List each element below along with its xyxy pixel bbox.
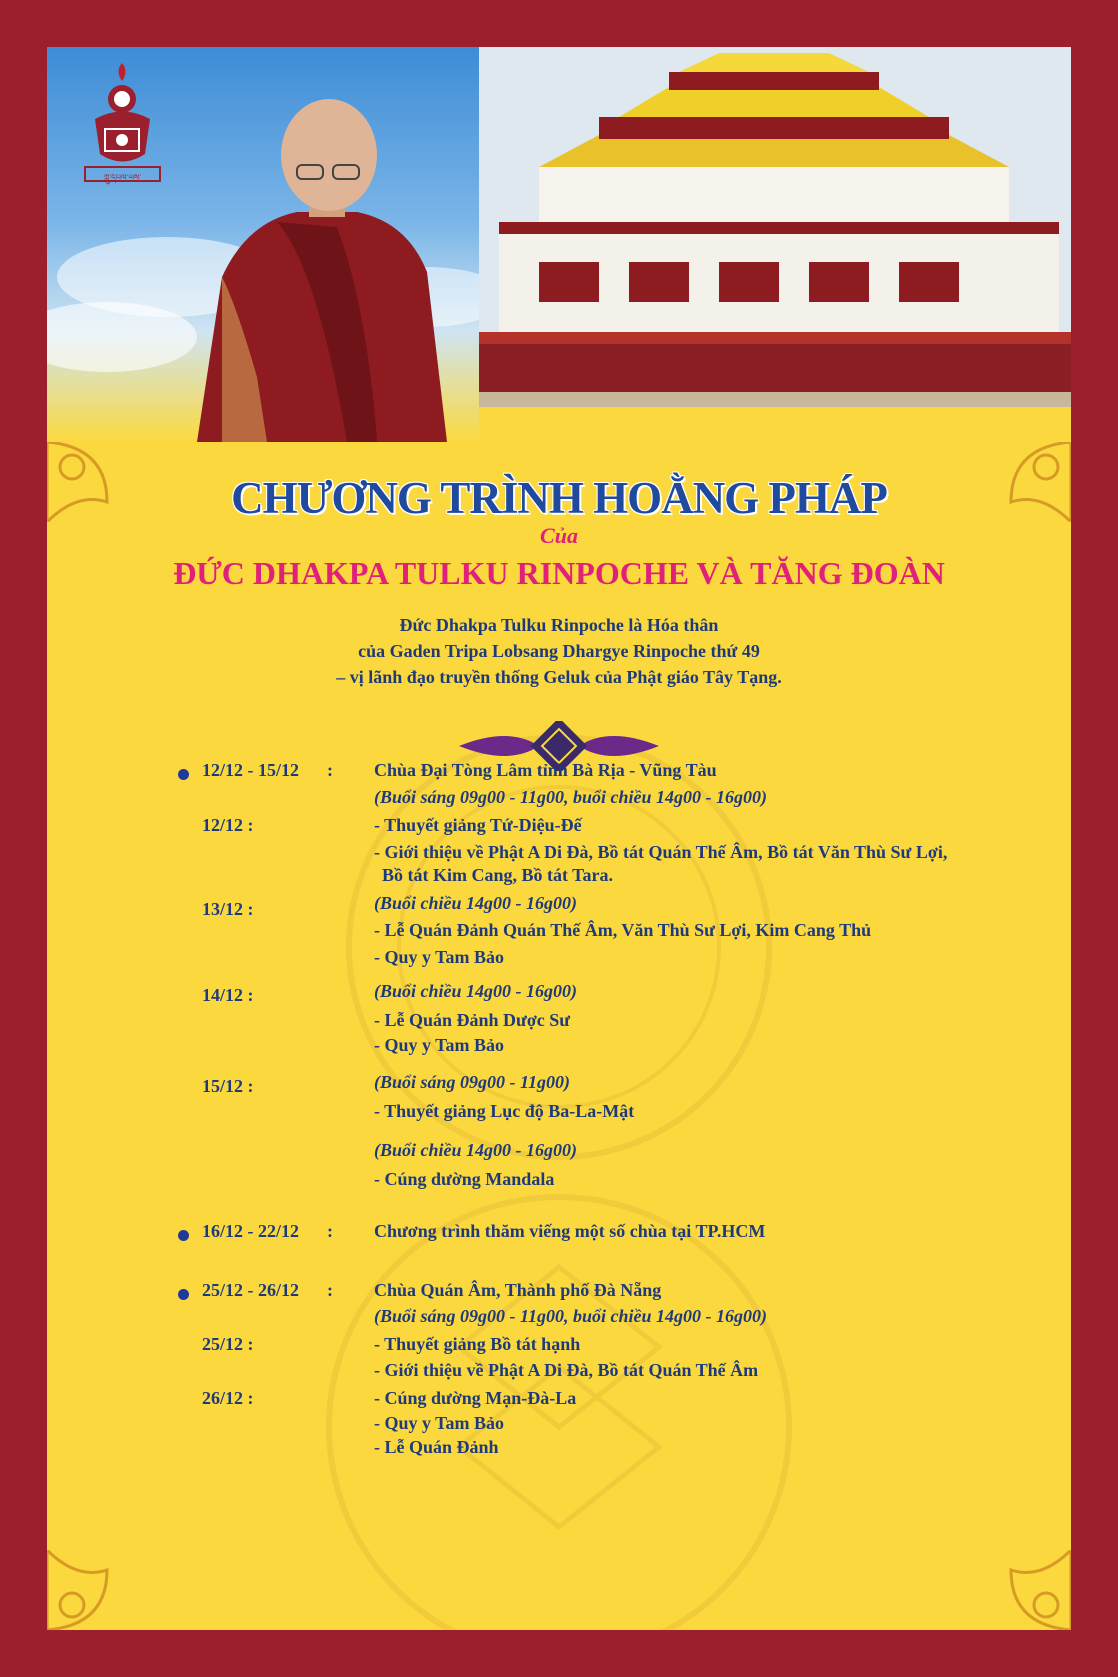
program-item: - Giới thiệu về Phật A Di Đà, Bồ tát Quán Thế Âm, Bồ tát Văn Thù Sư Lợi,	[374, 842, 948, 862]
intro-line: của Gaden Tripa Lobsang Dhargye Rinpoche thứ 49	[358, 641, 760, 661]
program-item: - Thuyết giảng Tứ-Diệu-Đế	[374, 815, 582, 835]
rinpoche-portrait-photo	[47, 47, 479, 442]
of-label: Của	[540, 523, 578, 548]
monastery-group-photo	[479, 47, 1071, 407]
block-colon: :	[327, 1221, 333, 1241]
intro-line: Đức Dhakpa Tulku Rinpoche là Hóa thân	[399, 615, 719, 635]
block-place: Chùa Đại Tòng Lâm tỉnh Bà Rịa - Vũng Tàu	[374, 760, 717, 780]
page-title: CHƯƠNG TRÌNH HOẰNG PHÁP	[231, 473, 887, 523]
block-place: Chùa Quán Âm, Thành phố Đà Nẵng	[374, 1280, 662, 1300]
block-hours: (Buổi sáng 09g00 - 11g00, buổi chiều 14g00 - 16g00)	[374, 1306, 768, 1326]
program-item: - Quy y Tam Bảo	[374, 947, 505, 967]
page-subtitle: ĐỨC DHAKPA TULKU RINPOCHE VÀ TĂNG ĐOÀN	[173, 555, 945, 591]
block-dates: 12/12 - 15/12	[202, 760, 299, 780]
corner-ornament-bottom-right	[991, 1550, 1071, 1630]
poster	[47, 47, 1071, 1630]
program-item: Bồ tát Kim Cang, Bồ tát Tara.	[382, 865, 614, 885]
program-item: - Cúng dường Mandala	[374, 1169, 555, 1189]
schedule-bullet	[178, 1230, 189, 1241]
day-date: 25/12 :	[202, 1334, 254, 1354]
day-hours: (Buổi sáng 09g00 - 11g00)	[374, 1072, 571, 1092]
program-item: - Cúng dường Mạn-Đà-La	[374, 1388, 577, 1408]
monastery-logo	[75, 59, 170, 184]
program-item: - Lễ Quán Đảnh	[374, 1437, 499, 1457]
program-item: - Thuyết giảng Bồ tát hạnh	[374, 1334, 581, 1354]
day-date: 26/12 :	[202, 1388, 254, 1408]
day-date: 12/12 :	[202, 815, 254, 835]
intro-line: – vị lãnh đạo truyền thống Geluk của Phật giáo Tây Tạng.	[336, 667, 782, 687]
day-hours: (Buổi chiều 14g00 - 16g00)	[374, 981, 578, 1001]
block-colon: :	[327, 1280, 333, 1300]
day-date: 13/12 :	[202, 899, 254, 919]
day-date: 15/12 :	[202, 1076, 254, 1096]
day-hours: (Buổi chiều 14g00 - 16g00)	[374, 893, 578, 913]
corner-ornament-bottom-left	[47, 1550, 127, 1630]
day-hours: (Buổi chiều 14g00 - 16g00)	[374, 1140, 578, 1160]
monastery-illustration	[479, 47, 1071, 407]
program-item: - Quy y Tam Bảo	[374, 1413, 505, 1433]
schedule-bullet	[178, 769, 189, 780]
program-item: - Lễ Quán Đảnh Dược Sư	[374, 1010, 571, 1030]
block-hours: (Buổi sáng 09g00 - 11g00, buổi chiều 14g00 - 16g00)	[374, 787, 768, 807]
block-dates: 25/12 - 26/12	[202, 1280, 299, 1300]
program-item: - Giới thiệu về Phật A Di Đà, Bồ tát Quán Thế Âm	[374, 1360, 759, 1380]
program-item: - Lễ Quán Đảnh Quán Thế Âm, Văn Thù Sư Lợi, Kim Cang Thủ	[374, 920, 872, 940]
block-colon: :	[327, 760, 333, 780]
header-photos	[47, 47, 1071, 442]
block-dates: 16/12 - 22/12	[202, 1221, 299, 1241]
logo-caption: ཀླུ་དཔལ་ཡས་	[103, 173, 142, 182]
schedule-bullet	[178, 1289, 189, 1300]
block-place: Chương trình thăm viếng một số chùa tại TP.HCM	[374, 1221, 766, 1241]
program-item: - Quy y Tam Bảo	[374, 1035, 505, 1055]
day-date: 14/12 :	[202, 985, 254, 1005]
program-item: - Thuyết giảng Lục độ Ba-La-Mật	[374, 1101, 635, 1121]
